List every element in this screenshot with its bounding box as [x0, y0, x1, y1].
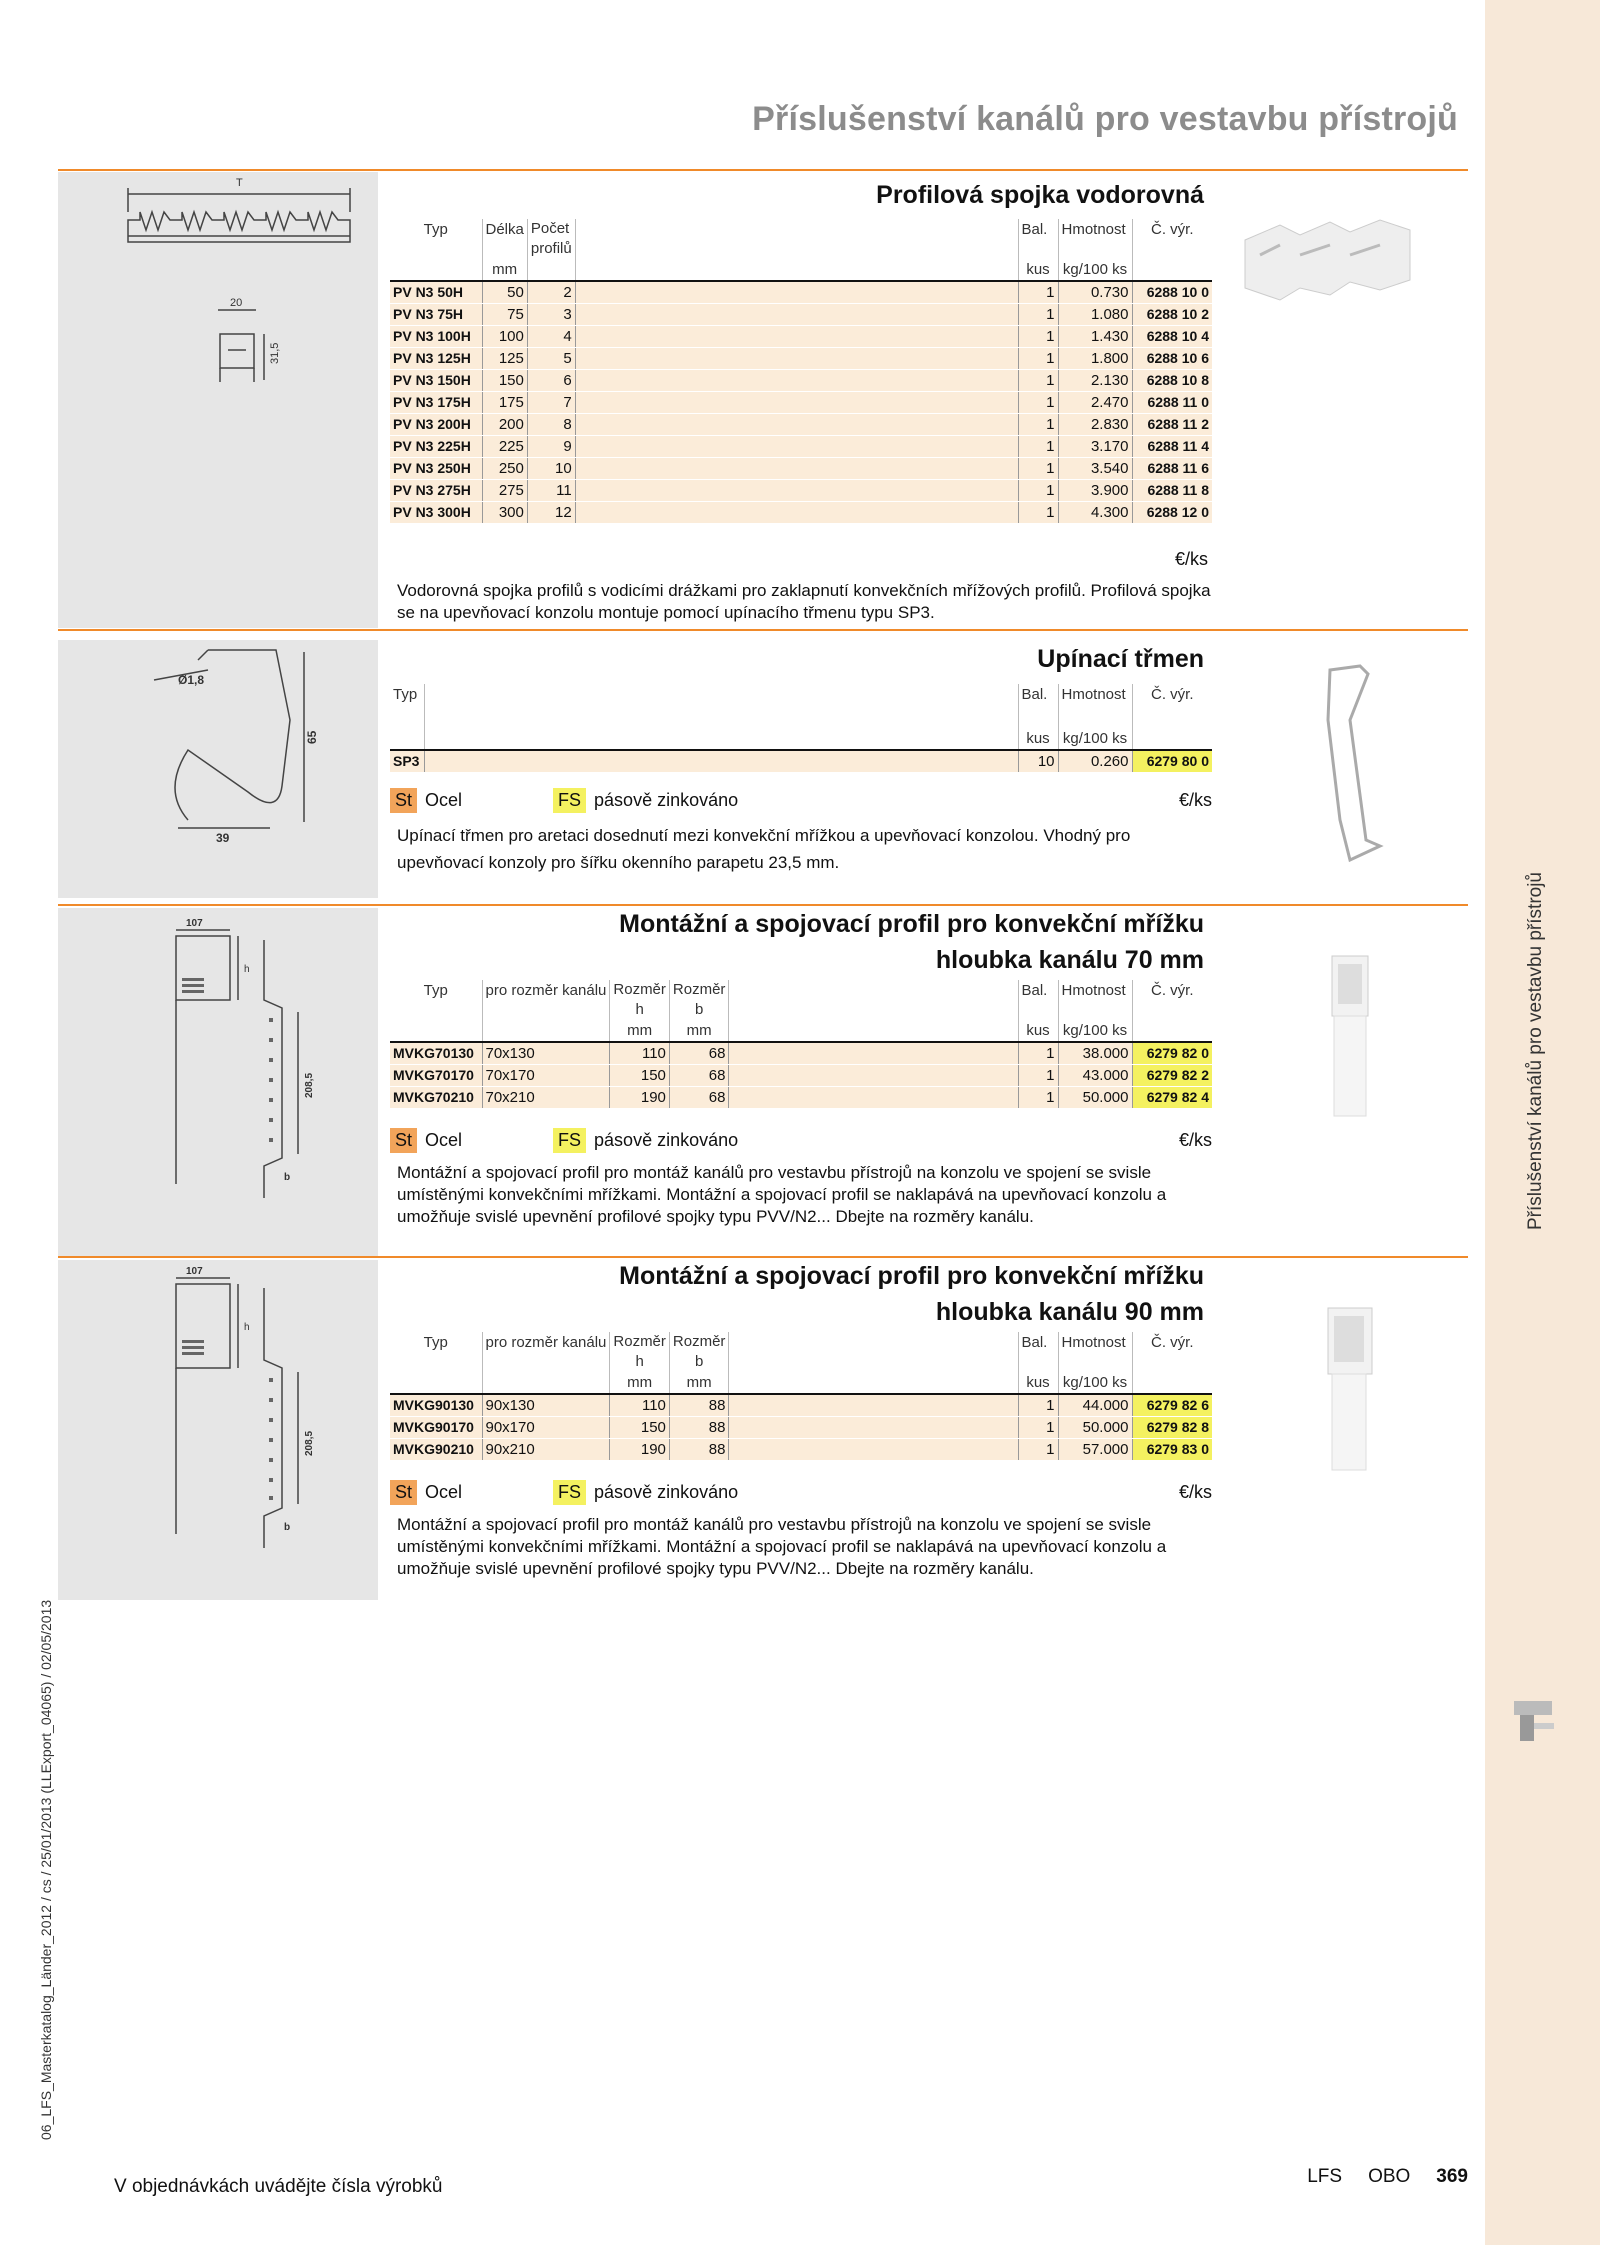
col-header-typ: Typ — [423, 982, 448, 999]
table-cell: 75 — [482, 304, 527, 326]
table-cell: 6288 11 0 — [1132, 392, 1212, 414]
table-cell — [575, 436, 1018, 458]
unit-bal: kus — [1018, 1372, 1058, 1394]
table-cell: 70x210 — [482, 1087, 610, 1109]
table-cell: 1 — [1018, 502, 1058, 524]
table-cell: MVKG90210 — [390, 1439, 482, 1461]
unit-rozh: mm — [610, 1020, 670, 1042]
table-cell: 43.000 — [1058, 1065, 1132, 1087]
col-header-hmotnost: Hmotnost — [1058, 219, 1132, 259]
col-header-hmotnost: Hmotnost — [1058, 980, 1132, 1020]
table-cell — [575, 502, 1018, 524]
table-cell — [729, 1042, 1018, 1065]
technical-drawing — [58, 172, 378, 628]
table-row — [390, 1439, 1212, 1461]
col-header-pro: pro rozměr kanálu — [482, 1332, 610, 1372]
side-thumbnail-icon — [1512, 1695, 1560, 1747]
dim-label-width: 107 — [186, 918, 203, 929]
material-row — [390, 1128, 1212, 1153]
table-cell: 5 — [527, 348, 575, 370]
table-cell: MVKG90130 — [390, 1394, 482, 1417]
material-code-st: St — [390, 1480, 417, 1505]
table-cell — [729, 1417, 1018, 1439]
table-cell: 1 — [1018, 1042, 1058, 1065]
table-cell: 3 — [527, 304, 575, 326]
price-unit: €/ks — [1178, 790, 1212, 810]
table-cell — [729, 1065, 1018, 1087]
table-row — [390, 502, 1212, 524]
dim-label-length: 208,5 — [304, 1072, 315, 1098]
price-unit: €/ks — [1174, 549, 1208, 569]
table-cell: PV N3 175H — [390, 392, 482, 414]
table-cell — [729, 1394, 1018, 1417]
table-row — [390, 1394, 1212, 1417]
table-cell: 6279 82 2 — [1132, 1065, 1212, 1087]
table-cell: 6288 10 0 — [1132, 281, 1212, 304]
table-cell: 1 — [1018, 436, 1058, 458]
table-cell: 275 — [482, 480, 527, 502]
table-cell: PV N3 250H — [390, 458, 482, 480]
table-cell: 6279 82 0 — [1132, 1042, 1212, 1065]
table-cell: 1 — [1018, 281, 1058, 304]
material-code-st: St — [390, 788, 417, 813]
product-table — [390, 684, 1212, 773]
table-cell: 1 — [1018, 1394, 1058, 1417]
material-label: Ocel — [425, 790, 463, 810]
table-cell: 3.900 — [1058, 480, 1132, 502]
table-cell: 6288 10 2 — [1132, 304, 1212, 326]
dim-label-b: b — [284, 1172, 291, 1183]
unit-bal: kus — [1018, 728, 1058, 750]
table-cell: 150 — [610, 1065, 670, 1087]
col-header-pro: pro rozměr kanálu — [482, 980, 610, 1020]
table-cell: PV N3 300H — [390, 502, 482, 524]
table-cell: 175 — [482, 392, 527, 414]
table-cell: 1.430 — [1058, 326, 1132, 348]
col-header-hmotnost: Hmotnost — [1058, 1332, 1132, 1372]
table-cell: 190 — [610, 1087, 670, 1109]
table-cell: 10 — [527, 458, 575, 480]
table-cell: 88 — [669, 1439, 729, 1461]
table-cell — [575, 370, 1018, 392]
product-description: Vodorovná spojka profilů s vodicími drážkami pro zaklapnutí konvekčních mřížových profilů. Profilová spojka se na upevňovací konzolu montuje pomocí upínacího třmenu typu SP3. — [397, 581, 1211, 622]
table-cell: 50.000 — [1058, 1417, 1132, 1439]
table-cell — [575, 281, 1018, 304]
product-table — [390, 219, 1212, 524]
table-row — [390, 1087, 1212, 1109]
col-header-cvyr: Č. výr. — [1132, 980, 1212, 1020]
table-cell: 1.080 — [1058, 304, 1132, 326]
table-cell: 6288 11 2 — [1132, 414, 1212, 436]
table-cell: 3.540 — [1058, 458, 1132, 480]
col-header-bal: Bal. — [1018, 980, 1058, 1020]
side-section-label: Příslušenství kanálů pro vestavbu přístrojů — [1525, 871, 1546, 1230]
table-cell — [575, 326, 1018, 348]
col-header-bal: Bal. — [1018, 1332, 1058, 1372]
table-cell: 110 — [610, 1042, 670, 1065]
table-cell: 88 — [669, 1417, 729, 1439]
table-row — [390, 750, 1212, 773]
col-header-pocet: Počet profilů — [527, 219, 575, 259]
table-cell: 225 — [482, 436, 527, 458]
table-cell: 1 — [1018, 1417, 1058, 1439]
table-cell: SP3 — [390, 750, 424, 773]
table-cell: 57.000 — [1058, 1439, 1132, 1461]
unit-hmotnost: kg/100 ks — [1058, 728, 1132, 750]
technical-drawing — [58, 640, 378, 898]
page-number: 369 — [1436, 2166, 1468, 2187]
finish-code-fs: FS — [553, 788, 586, 813]
dim-label-diameter: Ø1,8 — [178, 673, 205, 687]
section-title: Montážní a spojovací profil pro konvekční mřížku — [619, 1262, 1204, 1290]
table-cell: 6279 82 4 — [1132, 1087, 1212, 1109]
table-cell: 50.000 — [1058, 1087, 1132, 1109]
table-cell: 2 — [527, 281, 575, 304]
unit-hmotnost: kg/100 ks — [1058, 1020, 1132, 1042]
table-row — [390, 326, 1212, 348]
finish-label: pásově zinkováno — [594, 1482, 739, 1502]
section-divider — [58, 169, 1468, 171]
table-cell — [575, 458, 1018, 480]
dim-label-t: T — [236, 177, 243, 189]
table-row — [390, 458, 1212, 480]
section-title: Montážní a spojovací profil pro konvekční mřížku — [619, 910, 1204, 938]
table-cell: 1 — [1018, 326, 1058, 348]
table-cell: 6279 80 0 — [1132, 750, 1212, 773]
col-header-cvyr: Č. výr. — [1132, 684, 1212, 706]
table-cell: 6 — [527, 370, 575, 392]
table-cell: 1 — [1018, 304, 1058, 326]
table-cell: 11 — [527, 480, 575, 502]
table-cell: 6288 10 6 — [1132, 348, 1212, 370]
table-cell: PV N3 150H — [390, 370, 482, 392]
table-cell: 4.300 — [1058, 502, 1132, 524]
table-cell: 68 — [669, 1087, 729, 1109]
table-cell: PV N3 200H — [390, 414, 482, 436]
dim-label-h: h — [244, 964, 250, 975]
brand-obo: OBO — [1368, 2166, 1411, 2187]
print-metadata: 06_LFS_Masterkatalog_Länder_2012 / cs / 25/01/2013 (LLExport_04065) / 02/05/2013 — [38, 1599, 54, 2140]
table-row — [390, 1417, 1212, 1439]
dim-label-length: 208,5 — [304, 1430, 315, 1456]
finish-code-fs: FS — [553, 1480, 586, 1505]
table-cell: 150 — [610, 1417, 670, 1439]
unit-bal: kus — [1018, 1020, 1058, 1042]
unit-bal: kus — [1018, 259, 1058, 281]
dim-label-height: 31,5 — [269, 342, 281, 364]
table-cell: 0.730 — [1058, 281, 1132, 304]
col-header-rozb: Rozměr b — [669, 1332, 729, 1372]
table-row — [390, 414, 1212, 436]
col-header-cvyr: Č. výr. — [1132, 1332, 1212, 1372]
table-cell: MVKG70170 — [390, 1065, 482, 1087]
dim-label-height: 65 — [305, 730, 319, 744]
unit-hmotnost: kg/100 ks — [1058, 1372, 1132, 1394]
table-cell: 1.800 — [1058, 348, 1132, 370]
table-cell: 6288 10 4 — [1132, 326, 1212, 348]
table-cell: 68 — [669, 1042, 729, 1065]
col-header-bal: Bal. — [1018, 219, 1058, 259]
product-description: Montážní a spojovací profil pro montáž kanálů pro vestavbu přístrojů na konzolu ve spojení se svisle umístěnými konvekčními mřížkami. Montážní a spojovací profil se naklapává na upevňovací konzolu a umožňuje svislé upevnění profilové spojky typu PVV/N2... Dbejte na rozměry kanálu. — [397, 1163, 1167, 1226]
table-cell: 12 — [527, 502, 575, 524]
table-cell: 90x130 — [482, 1394, 610, 1417]
col-header-rozh: Rozměr h — [610, 1332, 670, 1372]
table-cell: 200 — [482, 414, 527, 436]
section-divider — [58, 629, 1468, 631]
table-row — [390, 480, 1212, 502]
table-cell: 1 — [1018, 1065, 1058, 1087]
table-cell: 300 — [482, 502, 527, 524]
col-header-rozh: Rozměr h — [610, 980, 670, 1020]
table-cell: MVKG70210 — [390, 1087, 482, 1109]
table-cell: 38.000 — [1058, 1042, 1132, 1065]
col-header-delka: Délka — [482, 219, 527, 259]
finish-code-fs: FS — [553, 1128, 586, 1153]
table-cell: PV N3 225H — [390, 436, 482, 458]
technical-drawing — [58, 1260, 378, 1600]
dim-label-b: b — [284, 1522, 291, 1533]
brand-lfs: LFS — [1307, 2166, 1343, 2187]
table-cell: 1 — [1018, 414, 1058, 436]
table-cell: 150 — [482, 370, 527, 392]
table-cell: 90x170 — [482, 1417, 610, 1439]
table-row — [390, 392, 1212, 414]
table-cell: 2.470 — [1058, 392, 1132, 414]
unit-rozh: mm — [610, 1372, 670, 1394]
table-cell: 9 — [527, 436, 575, 458]
table-cell: 250 — [482, 458, 527, 480]
table-cell: MVKG90170 — [390, 1417, 482, 1439]
table-cell — [575, 414, 1018, 436]
unit-delka: mm — [482, 259, 527, 281]
table-cell: 70x130 — [482, 1042, 610, 1065]
table-cell: PV N3 275H — [390, 480, 482, 502]
section-divider — [58, 1256, 1468, 1258]
table-cell: 1 — [1018, 480, 1058, 502]
table-cell — [575, 304, 1018, 326]
col-header-typ: Typ — [423, 1334, 448, 1351]
table-cell: 50 — [482, 281, 527, 304]
col-header-rozb: Rozměr b — [669, 980, 729, 1020]
section-title: Upínací třmen — [1037, 645, 1204, 673]
table-cell: PV N3 100H — [390, 326, 482, 348]
table-cell: 6288 11 8 — [1132, 480, 1212, 502]
col-header-typ: Typ — [423, 221, 448, 238]
footer-brand — [1307, 2166, 1468, 2188]
table-cell: PV N3 75H — [390, 304, 482, 326]
table-cell: 10 — [1018, 750, 1058, 773]
table-cell: 1 — [1018, 458, 1058, 480]
table-cell — [575, 480, 1018, 502]
table-cell: 6288 11 4 — [1132, 436, 1212, 458]
table-row — [390, 1065, 1212, 1087]
table-cell: 70x170 — [482, 1065, 610, 1087]
table-cell: 8 — [527, 414, 575, 436]
technical-drawing — [58, 908, 378, 1258]
table-cell: 110 — [610, 1394, 670, 1417]
table-row — [390, 348, 1212, 370]
table-cell: 125 — [482, 348, 527, 370]
table-row — [390, 281, 1212, 304]
table-cell: 7 — [527, 392, 575, 414]
col-header-cvyr: Č. výr. — [1132, 219, 1212, 259]
unit-rozb: mm — [669, 1020, 729, 1042]
product-photo — [1310, 660, 1390, 870]
table-cell: 1 — [1018, 1087, 1058, 1109]
product-table — [390, 980, 1212, 1109]
table-cell: 88 — [669, 1394, 729, 1417]
table-cell: 190 — [610, 1439, 670, 1461]
product-photo — [1240, 200, 1420, 310]
table-cell: 6279 82 6 — [1132, 1394, 1212, 1417]
table-cell: PV N3 50H — [390, 281, 482, 304]
price-unit: €/ks — [1178, 1130, 1212, 1150]
table-cell: 6288 11 6 — [1132, 458, 1212, 480]
table-row — [390, 1042, 1212, 1065]
table-cell: 0.260 — [1058, 750, 1132, 773]
table-cell: 1 — [1018, 370, 1058, 392]
table-row — [390, 304, 1212, 326]
table-cell — [729, 1087, 1018, 1109]
unit-rozb: mm — [669, 1372, 729, 1394]
table-cell: 6288 12 0 — [1132, 502, 1212, 524]
table-cell: 1 — [1018, 392, 1058, 414]
table-cell: PV N3 125H — [390, 348, 482, 370]
section-subtitle: hloubka kanálu 90 mm — [935, 1298, 1204, 1326]
finish-label: pásově zinkováno — [594, 1130, 739, 1150]
footer-note: V objednávkách uvádějte čísla výrobků — [114, 2176, 443, 2197]
material-row — [390, 1480, 1212, 1505]
dim-label-width: 39 — [216, 831, 230, 845]
product-photo — [1318, 1304, 1382, 1474]
material-label: Ocel — [425, 1130, 463, 1150]
dim-label-width: 20 — [230, 297, 243, 309]
product-description: Upínací třmen pro aretaci dosednutí mezi konvekční mřížkou a upevňovací konzolou. Vhodný pro upevňovací konzoly pro šířku okenního parapetu 23,5 mm. — [397, 826, 1131, 872]
dim-label-h: h — [244, 1322, 250, 1333]
table-cell — [729, 1439, 1018, 1461]
table-cell: 2.830 — [1058, 414, 1132, 436]
section-subtitle: hloubka kanálu 70 mm — [935, 946, 1204, 974]
product-description: Montážní a spojovací profil pro montáž kanálů pro vestavbu přístrojů na konzolu ve spojení se svisle umístěnými konvekčními mřížkami. Montážní a spojovací profil se naklapává na upevňovací konzolu a umožňuje svislé upevnění profilové spojky typu PVV/N2... Dbejte na rozměry kanálu. — [397, 1515, 1167, 1578]
section-divider — [58, 904, 1468, 906]
table-cell — [575, 392, 1018, 414]
section-title: Profilová spojka vodorovná — [876, 181, 1204, 209]
table-cell: 1 — [1018, 1439, 1058, 1461]
table-cell: 100 — [482, 326, 527, 348]
table-cell: MVKG70130 — [390, 1042, 482, 1065]
table-cell: 90x210 — [482, 1439, 610, 1461]
table-cell: 68 — [669, 1065, 729, 1087]
table-cell — [424, 750, 1018, 773]
table-cell: 44.000 — [1058, 1394, 1132, 1417]
unit-hmotnost: kg/100 ks — [1058, 259, 1132, 281]
table-cell — [575, 348, 1018, 370]
dim-label-width: 107 — [186, 1266, 203, 1277]
table-cell: 6288 10 8 — [1132, 370, 1212, 392]
material-code-st: St — [390, 1128, 417, 1153]
table-row — [390, 436, 1212, 458]
table-cell: 3.170 — [1058, 436, 1132, 458]
material-label: Ocel — [425, 1482, 463, 1502]
table-cell: 6279 82 8 — [1132, 1417, 1212, 1439]
table-cell: 4 — [527, 326, 575, 348]
table-cell: 1 — [1018, 348, 1058, 370]
col-header-typ: Typ — [393, 686, 418, 703]
material-row — [390, 788, 1212, 813]
page-title: Příslušenství kanálů pro vestavbu přístrojů — [752, 100, 1458, 138]
finish-label: pásově zinkováno — [594, 790, 739, 810]
table-cell: 2.130 — [1058, 370, 1132, 392]
col-header-bal: Bal. — [1018, 684, 1058, 706]
product-photo — [1320, 950, 1380, 1120]
product-table — [390, 1332, 1212, 1461]
price-unit: €/ks — [1178, 1482, 1212, 1502]
table-row — [390, 370, 1212, 392]
col-header-hmotnost: Hmotnost — [1058, 684, 1132, 706]
table-cell: 6279 83 0 — [1132, 1439, 1212, 1461]
